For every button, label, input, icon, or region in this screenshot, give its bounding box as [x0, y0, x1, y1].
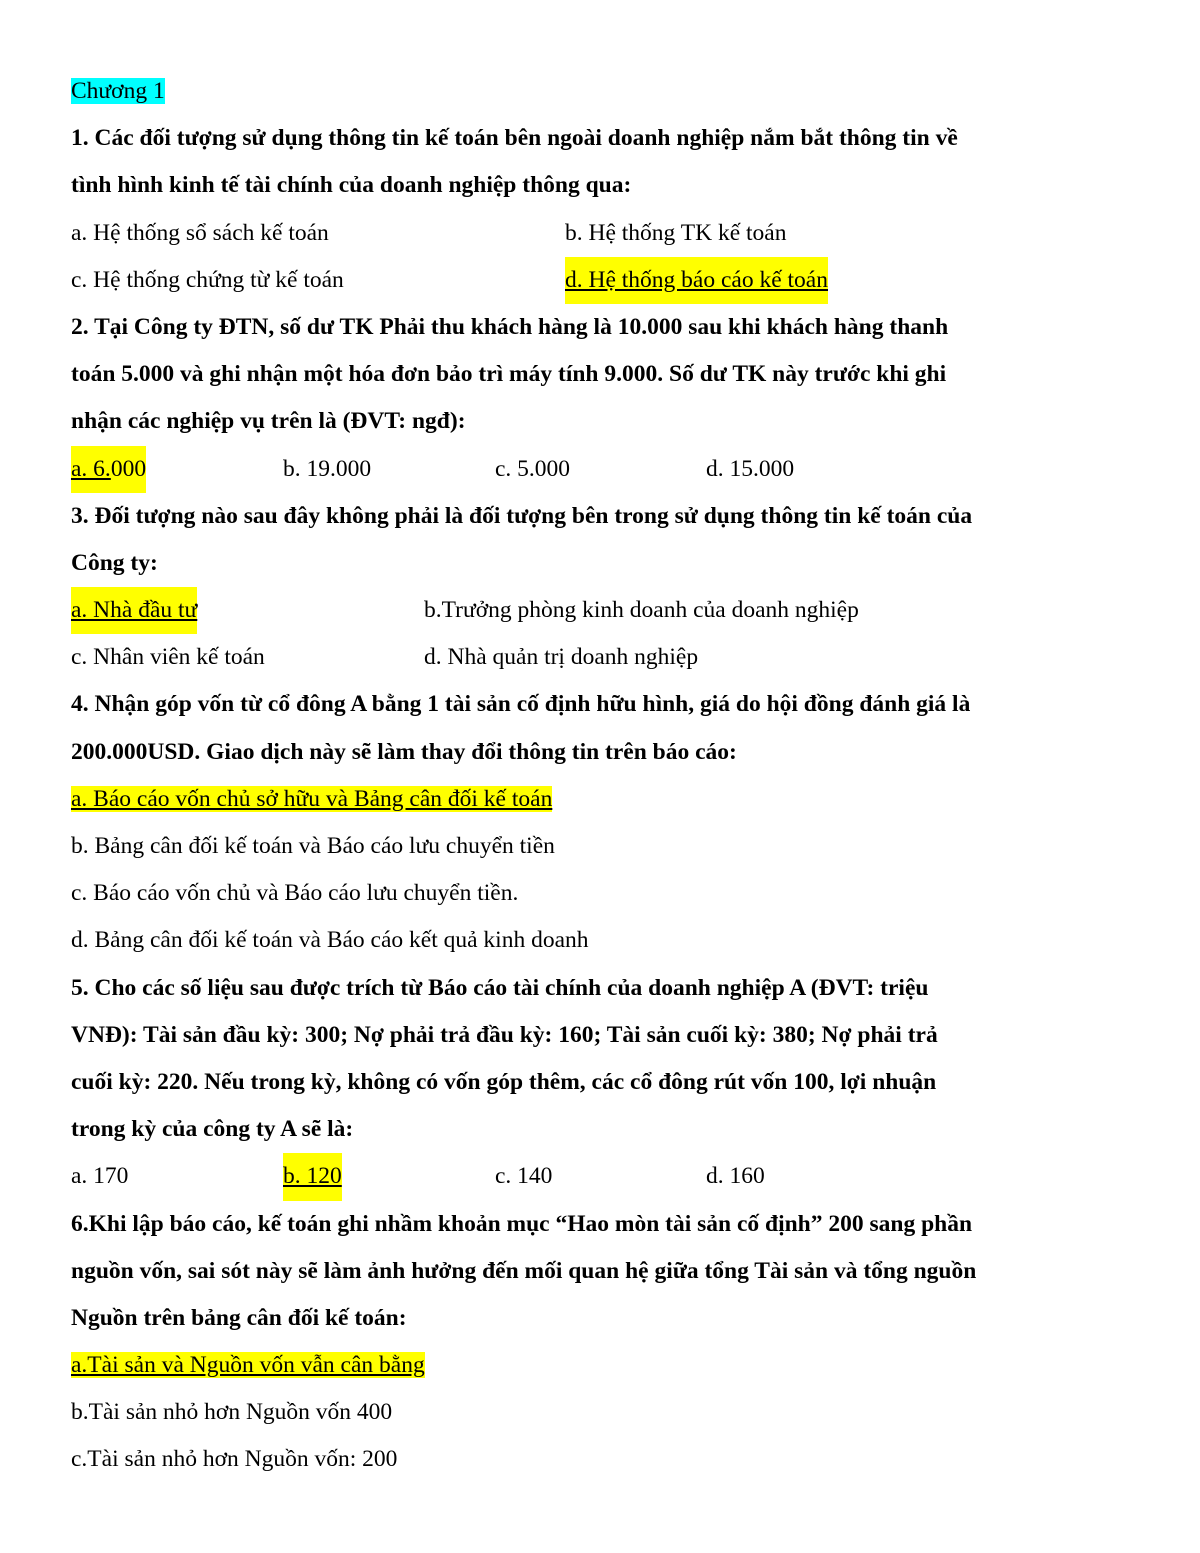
q2-option-c: c. 5.000 — [495, 455, 571, 482]
q4-option-a-answer: a. Báo cáo vốn chủ sở hữu và Bảng cân đối kế toán — [71, 785, 553, 812]
q1-option-a: a. Hệ thống sổ sách kế toán — [71, 219, 329, 246]
q2-option-a-underlined: a. 6. — [71, 455, 111, 482]
q3-option-b: b.Trưởng phòng kinh doanh của doanh nghiệp — [424, 597, 859, 624]
q5-text-line-3: cuối kỳ: 220. Nếu trong kỳ, không có vốn góp thêm, các cổ đông rút vốn 100, lợi nhuận — [71, 1068, 937, 1095]
q5-option-a: a. 170 — [71, 1163, 129, 1190]
q2-option-d: d. 15.000 — [706, 455, 795, 482]
q4-text-line-2: 200.000USD. Giao dịch này sẽ làm thay đổi thông tin trên báo cáo: — [71, 738, 737, 765]
q3-options-row-2 — [71, 634, 1141, 681]
q1-options-row-2 — [71, 257, 1141, 304]
q3-option-d: d. Nhà quản trị doanh nghiệp — [424, 644, 699, 671]
q3-option-a-answer: a. Nhà đầu tư — [71, 587, 197, 634]
q6-text-line-3: Nguồn trên bảng cân đối kế toán: — [71, 1304, 407, 1331]
q2-option-a-rest: 000 — [110, 455, 147, 482]
q6-option-c: c.Tài sản nhỏ hơn Nguồn vốn: 200 — [71, 1446, 398, 1473]
q5-text-line-1: 5. Cho các số liệu sau được trích từ Báo cáo tài chính của doanh nghiệp A (ĐVT: triệu — [71, 974, 929, 1001]
q2-text-line-2: toán 5.000 và ghi nhận một hóa đơn bảo trì máy tính 9.000. Số dư TK này trước khi ghi — [71, 361, 947, 388]
q2-option-a-answer — [71, 446, 146, 493]
q3-option-c: c. Nhân viên kế toán — [71, 644, 265, 671]
q1-option-c: c. Hệ thống chứng từ kế toán — [71, 266, 344, 293]
q5-text-line-4: trong kỳ của công ty A sẽ là: — [71, 1116, 354, 1143]
q2-text-line-1: 2. Tại Công ty ĐTN, số dư TK Phải thu khách hàng là 10.000 sau khi khách hàng thanh — [71, 313, 949, 340]
q1-option-d-answer: d. Hệ thống báo cáo kế toán — [565, 257, 828, 304]
q4-option-a-line — [71, 776, 1141, 823]
q6-option-a-line — [71, 1342, 1141, 1389]
q5-option-c: c. 140 — [495, 1163, 553, 1190]
document-page — [71, 68, 1141, 1484]
q5-option-d: d. 160 — [706, 1163, 765, 1190]
q4-option-c: c. Báo cáo vốn chủ và Báo cáo lưu chuyển tiền. — [71, 880, 519, 907]
q2-options-row — [71, 446, 1141, 493]
chapter-heading-line — [71, 68, 1141, 115]
q5-options-row — [71, 1153, 1141, 1200]
q4-text-line-1: 4. Nhận góp vốn từ cổ đông A bằng 1 tài sản cố định hữu hình, giá do hội đồng đánh giá là — [71, 691, 971, 718]
q3-text-line-2: Công ty: — [71, 549, 158, 576]
q4-option-b: b. Bảng cân đối kế toán và Báo cáo lưu chuyển tiền — [71, 833, 555, 859]
q5-text-line-2: VNĐ): Tài sản đầu kỳ: 300; Nợ phải trả đầu kỳ: 160; Tài sản cuối kỳ: 380; Nợ phải trả — [71, 1021, 938, 1048]
q5-option-b-answer: b. 120 — [283, 1153, 342, 1200]
q6-text-line-2: nguồn vốn, sai sót này sẽ làm ảnh hưởng đến mối quan hệ giữa tổng Tài sản và tổng nguồn — [71, 1257, 977, 1284]
q3-text-line-1: 3. Đối tượng nào sau đây không phải là đối tượng bên trong sử dụng thông tin kế toán của — [71, 502, 973, 529]
q4-option-d: d. Bảng cân đối kế toán và Báo cáo kết quả kinh doanh — [71, 927, 589, 954]
q2-option-b: b. 19.000 — [283, 455, 372, 482]
q1-text-line-2: tình hình kinh tế tài chính của doanh nghiệp thông qua: — [71, 172, 632, 199]
q6-text-line-1: 6.Khi lập báo cáo, kế toán ghi nhầm khoản mục “Hao mòn tài sản cố định” 200 sang phần — [71, 1210, 973, 1237]
q2-text-line-3: nhận các nghiệp vụ trên là (ĐVT: ngđ): — [71, 408, 466, 435]
q1-options-row-1 — [71, 210, 1141, 257]
chapter-heading: Chương 1 — [71, 78, 165, 104]
q3-options-row-1 — [71, 587, 1141, 634]
q1-text-line-1: 1. Các đối tượng sử dụng thông tin kế toán bên ngoài doanh nghiệp nắm bắt thông tin về — [71, 125, 958, 152]
q6-option-a-answer: a.Tài sản và Nguồn vốn vẫn cân bằng — [71, 1352, 425, 1379]
q1-option-b: b. Hệ thống TK kế toán — [565, 219, 787, 246]
q6-option-b: b.Tài sản nhỏ hơn Nguồn vốn 400 — [71, 1399, 393, 1426]
